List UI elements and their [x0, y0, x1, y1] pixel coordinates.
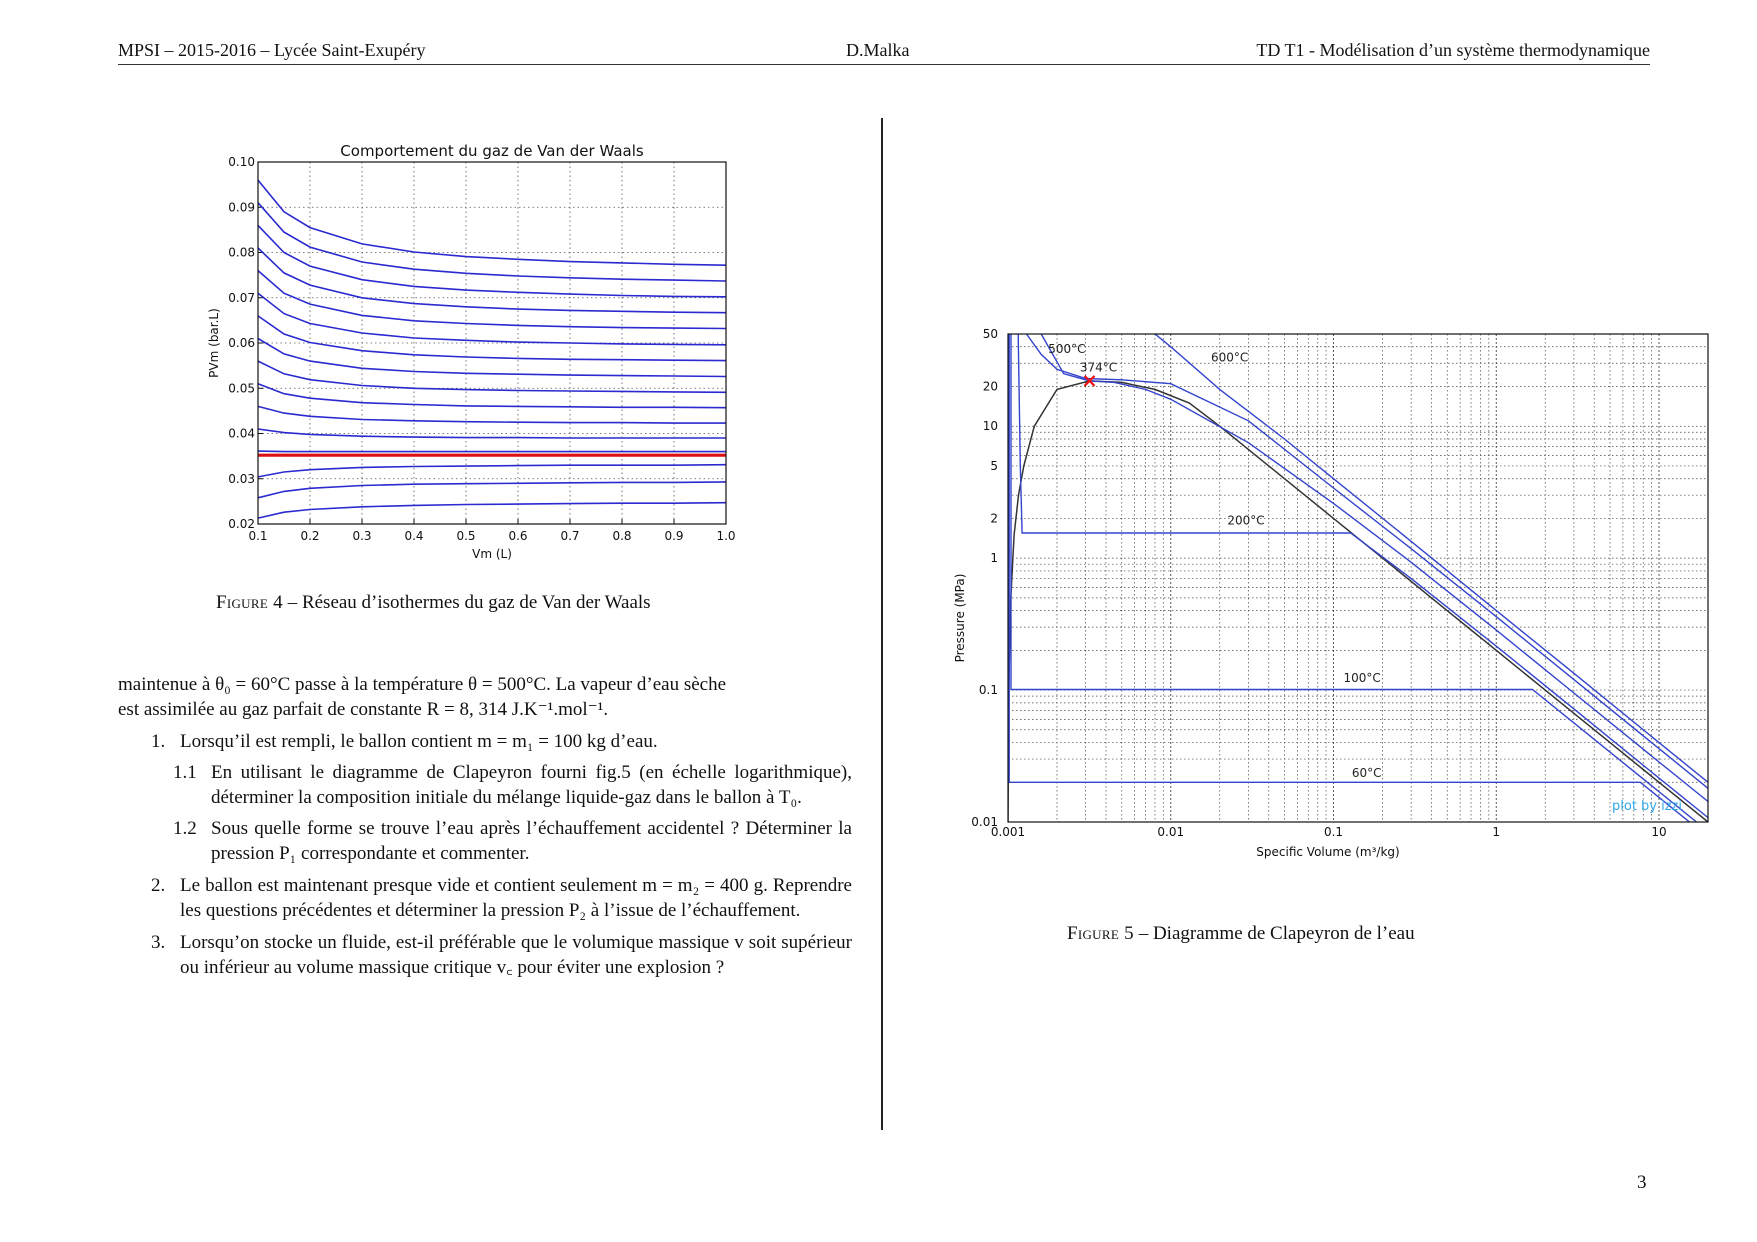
question-2-text: Le ballon est maintenant presque vide et contient seulement m = m₂ = 400 g. Reprendre les questions précédentes et déterminer la pression P₂ à l’issue de l’échauffement.	[180, 875, 852, 921]
figure4-series-isotherm-11	[258, 316, 726, 361]
figure4-series-isotherm-9	[258, 361, 726, 392]
figure4-caption	[216, 592, 651, 614]
figure4-xtick-label: 0.2	[300, 529, 320, 543]
figure4-series-isotherm-16	[258, 203, 726, 281]
figure4-ytick-label: 0.06	[228, 336, 255, 350]
question-1-2-number: 1.2	[173, 818, 197, 839]
question-1-1	[173, 760, 852, 810]
figure5-ylabel: Pressure (MPa)	[953, 573, 967, 663]
figure4-series-isotherm-3	[258, 465, 726, 477]
figure4-xtick-label: 0.6	[508, 529, 528, 543]
page-header	[118, 40, 1650, 65]
header-course: MPSI – 2015-2016 – Lycée Saint-Exupéry	[118, 40, 426, 60]
figure4-xtick-label: 1.0	[716, 529, 736, 543]
figure4-title: Comportement du gaz de Van der Waals	[340, 142, 644, 160]
question-1-number: 1.	[151, 731, 166, 752]
question-1-2-text: Sous quelle forme se trouve l’eau après l’échauffement accidentel ? Déterminer la pression P₁ correspondante et commenter.	[211, 818, 852, 864]
figure5-label-isotherm-100: 100°C	[1343, 671, 1381, 686]
column-divider	[881, 118, 883, 1130]
figure4-series-isotherm-15	[258, 225, 726, 296]
figure4-ytick-label: 0.10	[228, 155, 255, 169]
question-3-text: Lorsqu’on stocke un fluide, est-il préférable que le volumique massique v soit supérieur ou inférieur au volume massique critique v꜀ pour éviter une explosion ?	[180, 932, 852, 978]
figure4-xtick-label: 0.8	[612, 529, 632, 543]
figure4-xtick-label: 0.3	[352, 529, 372, 543]
question-1-1-text: En utilisant le diagramme de Clapeyron fourni fig.5 (en échelle logarithmique), déterminer la composition initiale du mélange liquide-gaz dans le ballon à T₀.	[211, 762, 852, 808]
figure5-ytick-label: 1	[990, 551, 998, 566]
figure4-ytick-label: 0.05	[228, 381, 255, 396]
figure5-xtick-label: 0.1	[1323, 825, 1344, 839]
figure5-xtick-label: 10	[1651, 825, 1667, 839]
figure5-xtick-label: 1	[1492, 825, 1501, 839]
figure4-ytick-label: 0.09	[228, 200, 255, 215]
figure4-xlabel: Vm (L)	[472, 547, 512, 560]
figure4-series-isotherm-2	[258, 482, 726, 498]
figure5-ytick-label: 50	[982, 327, 998, 341]
question-1-2	[173, 816, 852, 866]
figure5-ytick-label: 0.1	[978, 683, 998, 698]
figure5-xtick-label: 0.001	[990, 825, 1026, 839]
figure5-xtick-label: 0.01	[1157, 825, 1185, 839]
figure5-ytick-label: 10	[982, 419, 998, 434]
figure5-caption-label: Figure 5	[1067, 923, 1134, 944]
figure4-series-isotherm-1	[258, 503, 726, 518]
figure5-ytick-label: 5	[990, 458, 998, 473]
figure5-caption-text: – Diagramme de Clapeyron de l’eau	[1133, 923, 1415, 944]
question-1-text: Lorsqu’il est rempli, le ballon contient m = m₁ = 100 kg d’eau.	[180, 731, 658, 752]
question-3	[151, 930, 852, 980]
figure5-ytick-label: 2	[990, 511, 998, 526]
figure5-label-isotherm-374: 374°C	[1079, 360, 1118, 375]
intro-line-2: est assimilée au gaz parfait de constante R = 8, 314 J.K⁻¹.mol⁻¹.	[118, 699, 609, 720]
question-1-1-number: 1.1	[173, 762, 197, 783]
figure5-series-group	[1008, 334, 1708, 837]
figure5-watermark: plot by izzi	[1612, 799, 1682, 814]
figure5-series-isotherm-60	[1009, 334, 1708, 837]
figure4-series-isotherm-8	[258, 384, 726, 408]
page-number: 3	[1637, 1172, 1647, 1193]
figure5-series-saturation-dome	[1008, 381, 1708, 822]
figure4-series-isotherm-12	[258, 293, 726, 345]
question-2	[151, 873, 852, 923]
figure4-xtick-label: 0.7	[560, 529, 580, 543]
figure5-series-isotherm-374	[1041, 334, 1708, 802]
figure4-ytick-label: 0.03	[228, 471, 255, 486]
figure4-xtick-label: 0.4	[404, 529, 424, 543]
header-author: D.Malka	[846, 40, 910, 60]
figure4-ytick-label: 0.08	[228, 245, 255, 260]
figure5-series-isotherm-500	[1027, 334, 1709, 788]
question-2-number: 2.	[151, 875, 166, 896]
figure5-label-isotherm-600: 600°C	[1210, 350, 1249, 365]
figure4-xtick-label: 0.5	[456, 529, 476, 543]
figure5-series-isotherm-100	[1011, 334, 1708, 831]
figure4-series-isotherm-7	[258, 406, 726, 423]
exercise-text	[118, 672, 852, 980]
figure4-caption-text: – Réseau d’isothermes du gaz de Van der Waals	[282, 592, 651, 613]
question-1	[151, 729, 852, 754]
figure5-label-isotherm-500: 500°C	[1048, 341, 1086, 356]
figure5-label-isotherm-200: 200°C	[1227, 513, 1265, 528]
figure5-chart	[950, 318, 1730, 878]
figure4-ytick-label: 0.07	[228, 290, 255, 305]
figure4-chart	[200, 140, 740, 560]
figure5-ytick-label: 0.01	[971, 815, 998, 829]
figure4-xtick-label: 0.1	[248, 529, 268, 543]
figure4-ytick-label: 0.04	[228, 426, 255, 441]
figure4-xtick-label: 0.9	[664, 529, 684, 543]
figure4-ytick-label: 0.02	[228, 517, 255, 531]
header-title: TD T1 - Modélisation d’un système thermodynamique	[1256, 40, 1650, 60]
figure4-caption-label: Figure 4	[216, 592, 283, 613]
figure5-ytick-label: 20	[982, 379, 998, 394]
intro-line-1: maintenue à θ₀ = 60°C passe à la température θ = 500°C. La vapeur d’eau sèche	[118, 674, 727, 695]
figure4-ylabel: PVm (bar.L)	[207, 308, 221, 378]
figure5-xlabel: Specific Volume (m³/kg)	[1256, 845, 1400, 859]
question-3-number: 3.	[151, 932, 166, 953]
figure4-series-isotherm-5	[258, 451, 726, 452]
figure5-label-isotherm-60: 60°C	[1351, 765, 1382, 780]
figure5-plot-frame	[1008, 334, 1708, 822]
figure5-caption	[1067, 923, 1415, 945]
